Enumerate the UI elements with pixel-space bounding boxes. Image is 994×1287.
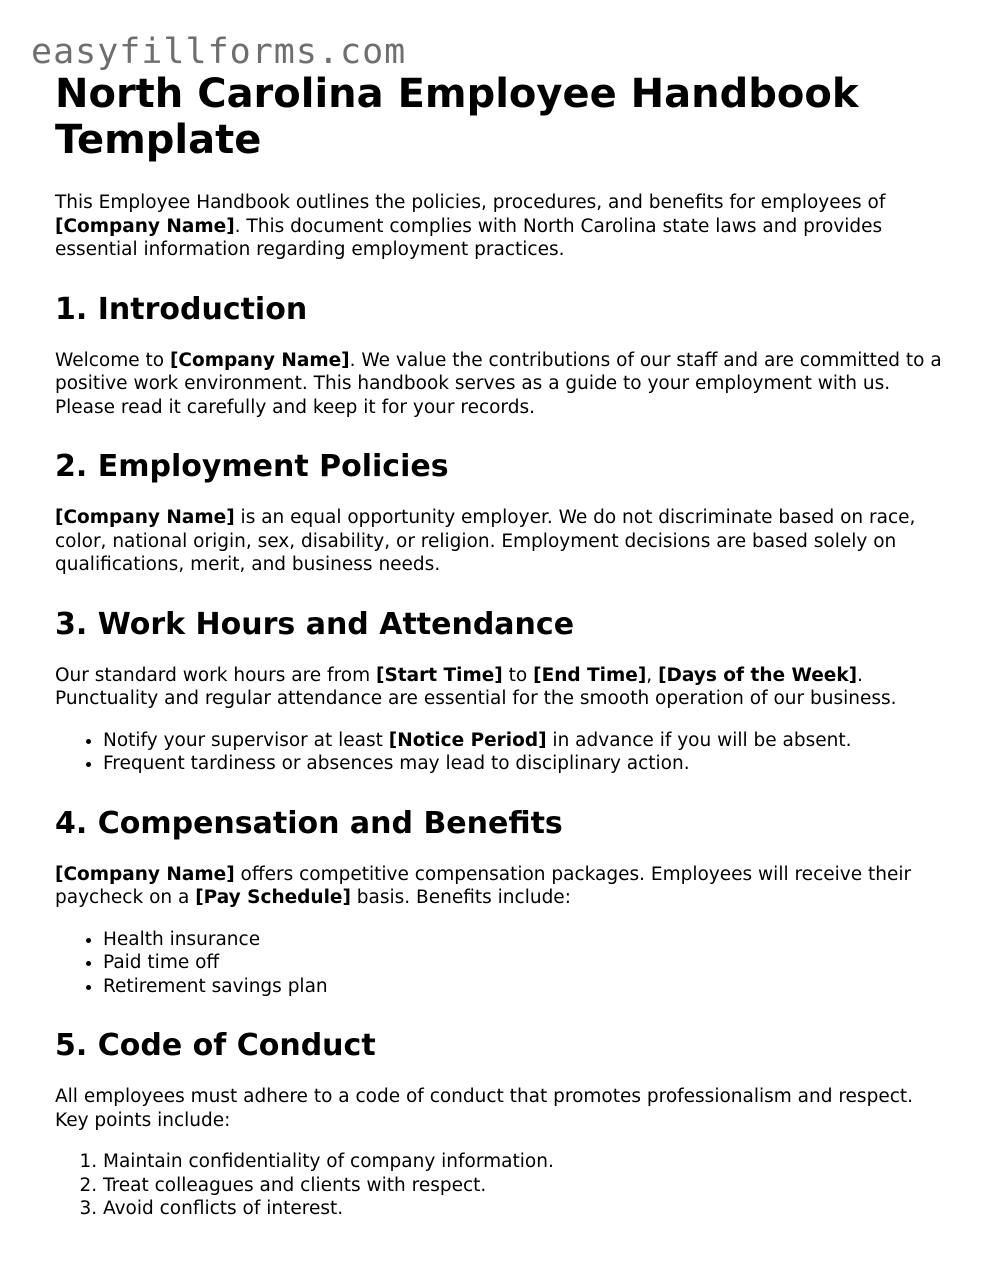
notice-period-placeholder: [Notice Period] (388, 729, 547, 751)
page-title: North Carolina Employee Handbook Template (55, 71, 859, 163)
section-heading-code-of-conduct: 5. Code of Conduct (55, 1028, 376, 1063)
conduct-points-list (55, 1150, 950, 1221)
section-heading-employment-policies: 2. Employment Policies (55, 449, 449, 484)
section-heading-compensation: 4. Compensation and Benefits (55, 805, 563, 841)
compensation-paragraph: [Company Name] offers competitive compensation packages. Employees will receive their paycheck on a [Pay Schedule] basis. Benefits include: (55, 863, 912, 908)
list-item: 1. Maintain confidentiality of company information. (103, 1150, 950, 1174)
attendance-list (55, 729, 950, 776)
days-of-week-placeholder: [Days of the Week] (658, 664, 858, 686)
list-item: • Frequent tardiness or absences may lead to disciplinary action. (103, 752, 950, 776)
section-heading-work-hours: 3. Work Hours and Attendance (55, 606, 575, 642)
document-body (55, 71, 950, 1221)
end-time-placeholder: [End Time] (533, 664, 647, 686)
pay-schedule-placeholder: [Pay Schedule] (195, 887, 351, 908)
list-item: 3. Avoid conflicts of interest. (103, 1197, 950, 1221)
work-hours-paragraph: Our standard work hours are from [Start Time] to [End Time], [Days of the Week]. Punctuality and regular attendance are essential for the smooth operation of our business. (55, 664, 897, 709)
list-item: • Retirement savings plan (103, 975, 950, 999)
company-name-placeholder: [Company Name] (55, 507, 235, 528)
introduction-paragraph: Welcome to [Company Name]. We value the contributions of our staff and are committed to a positive work environment. This handbook serves as a guide to your employment with us. Please read it carefully and keep it for your records. (55, 349, 942, 418)
employment-policies-paragraph: [Company Name] is an equal opportunity employer. We do not discriminate based on race, color, national origin, sex, disability, or religion. Employment decisions are based solely on qualifications, merit, and business needs. (55, 507, 916, 575)
list-item: • Health insurance (103, 928, 950, 952)
list-item: 2. Treat colleagues and clients with respect. (103, 1174, 950, 1198)
intro-paragraph: This Employee Handbook outlines the policies, procedures, and benefits for employees of [Company Name]. This document complies with North Carolina state laws and provides essential information regarding employment practices. (55, 192, 886, 260)
company-name-placeholder: [Company Name] (169, 349, 350, 371)
start-time-placeholder: [Start Time] (376, 664, 503, 686)
company-name-placeholder: [Company Name] (55, 215, 235, 237)
company-name-placeholder: [Company Name] (55, 863, 235, 885)
code-of-conduct-paragraph: All employees must adhere to a code of conduct that promotes professionalism and respect. Key points include: (55, 1086, 914, 1131)
list-item: • Paid time off (103, 951, 950, 975)
section-heading-introduction: 1. Introduction (55, 291, 308, 327)
benefits-list (55, 928, 950, 999)
list-item: • Notify your supervisor at least [Notice Period] in advance if you will be absent. (103, 729, 950, 753)
watermark: easyfillforms.com (31, 32, 407, 72)
